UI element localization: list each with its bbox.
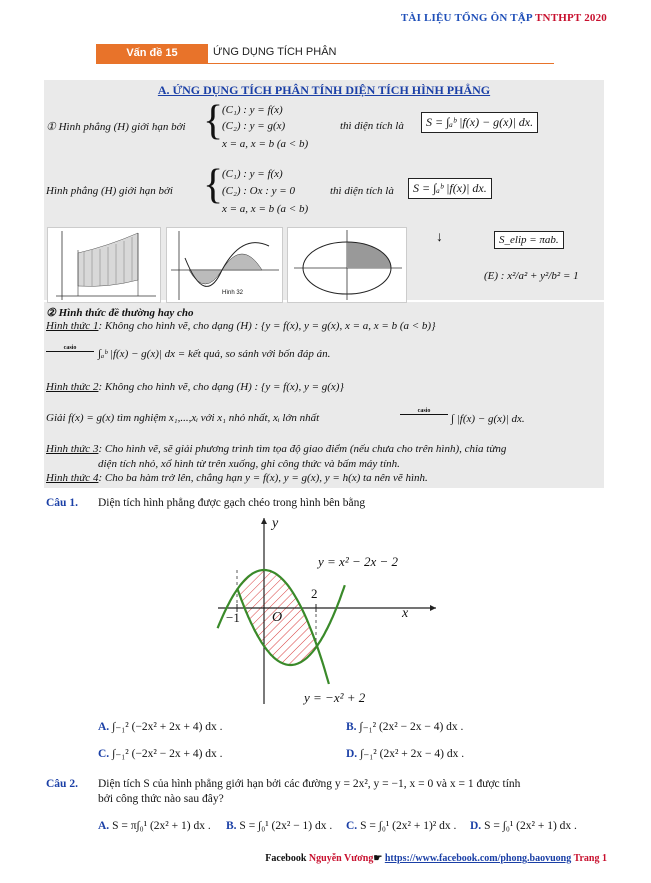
topic-divider bbox=[96, 63, 554, 64]
rule1-c1: (C₁) : y = f(x) bbox=[222, 104, 283, 116]
ellipse-area-formula: S_elip = πab. bbox=[494, 231, 564, 249]
form1-label: Hình thức 1 bbox=[46, 320, 99, 332]
q1-label: Câu 1. bbox=[46, 497, 78, 509]
rule1-intro: ① Hình phẳng (H) giới hạn bởi bbox=[46, 121, 186, 133]
form3-text: : Cho hình vẽ, sẽ giải phương trình tìm tọa độ giao điểm (nếu chưa cho trên hình), chia từng bbox=[98, 443, 507, 455]
q1-origin-label: O bbox=[272, 610, 283, 625]
thumb-area-under-curve bbox=[166, 227, 283, 303]
down-arrow: ↓ bbox=[436, 230, 443, 245]
q2-text2: bởi công thức nào sau đây? bbox=[98, 793, 224, 805]
thumb3-svg bbox=[288, 228, 406, 302]
form2-result: ∫ |f(x) − g(x)| dx. bbox=[451, 413, 525, 425]
rule2-intro: Hình phẳng (H) giới hạn bởi bbox=[46, 185, 173, 197]
form2-text: : Không cho hình vẽ, cho dạng (H) : {y = f(x), y = g(x)} bbox=[98, 381, 344, 393]
q1-bottom-equation: y = −x² + 2 bbox=[304, 690, 366, 705]
footer-hand-icon: ☛ bbox=[373, 853, 383, 864]
page-header bbox=[401, 12, 607, 24]
topic-title: ỨNG DỤNG TÍCH PHÂN bbox=[213, 46, 337, 58]
q2-label: Câu 2. bbox=[46, 778, 78, 790]
q1-graph bbox=[210, 514, 442, 710]
q1-x-label: x bbox=[402, 606, 409, 621]
footer-facebook: Facebook bbox=[265, 853, 307, 864]
q1-option-b[interactable]: B. ∫₋₁² (2x² − 2x − 4) dx . bbox=[346, 721, 464, 733]
q1-text: Diện tích hình phẳng được gạch chéo trong hình bên bằng bbox=[98, 497, 366, 509]
forms-heading: ② Hình thức đề thường hay cho bbox=[46, 307, 194, 319]
form1-line bbox=[46, 320, 435, 332]
q1-y-label: y bbox=[272, 516, 279, 531]
form2-solve: Giải f(x) = g(x) tìm nghiệm x₁,...,xᵢ với x₁ nhỏ nhất, xᵢ lớn nhất bbox=[46, 412, 320, 424]
page-footer bbox=[265, 853, 607, 864]
form2-label: Hình thức 2 bbox=[46, 381, 99, 393]
rule2-formula: S = ∫ₐᵇ |f(x)| dx. bbox=[408, 178, 492, 199]
footer-link[interactable]: https://www.facebook.com/phong.baovuong bbox=[384, 853, 572, 864]
thumb1-svg bbox=[48, 228, 160, 302]
q1-option-d[interactable]: D. ∫₋₁² (2x² + 2x − 4) dx . bbox=[346, 748, 465, 760]
q1-xpos-label: 2 bbox=[311, 586, 318, 601]
rule1-bounds: x = a, x = b (a < b) bbox=[222, 138, 309, 150]
thumb-ellipse bbox=[287, 227, 407, 303]
topic-badge: Vấn đề 15 bbox=[96, 44, 208, 63]
form2-casio-arrow: casio bbox=[400, 408, 448, 415]
form1-result: ∫ₐᵇ |f(x) − g(x)| dx = kết quả, so sánh với bốn đáp án. bbox=[98, 348, 331, 360]
form4-label: Hình thức 4 bbox=[46, 472, 99, 484]
footer-page: Trang 1 bbox=[573, 853, 607, 864]
q1-xneg-label: −1 bbox=[226, 610, 240, 625]
rule1-formula: S = ∫ₐᵇ |f(x) − g(x)| dx. bbox=[421, 112, 538, 133]
ellipse-equation: (E) : x²/a² + y²/b² = 1 bbox=[484, 270, 579, 282]
rule2-c2: (C₂) : Ox : y = 0 bbox=[222, 185, 295, 197]
q1-top-equation: y = x² − 2x − 2 bbox=[318, 554, 399, 569]
thumb2-caption: Hình 32 bbox=[222, 290, 244, 296]
rule1-brace: { bbox=[203, 98, 224, 144]
q2-option-b[interactable]: B. S = ∫₀¹ (2x² − 1) dx . bbox=[226, 820, 333, 832]
form4-text: : Cho ba hàm trở lên, chẳng hạn y = f(x), y = g(x), y = h(x) ta nên vẽ hình. bbox=[98, 472, 428, 484]
header-exam: TNTHPT 2020 bbox=[535, 12, 607, 24]
rule2-then: thì diện tích là bbox=[330, 185, 394, 197]
q1-option-c[interactable]: C. ∫₋₁² (−2x² − 2x + 4) dx . bbox=[98, 748, 223, 760]
rule2-brace: { bbox=[203, 162, 224, 208]
q2-option-c[interactable]: C. S = ∫₀¹ (2x² + 1)² dx . bbox=[346, 820, 457, 832]
header-prefix: TÀI LIỆU TỔNG ÔN TẬP bbox=[400, 12, 533, 24]
rule1-then: thì diện tích là bbox=[340, 120, 404, 132]
form4-line bbox=[46, 472, 428, 484]
q2-option-a[interactable]: A. S = π∫₀¹ (2x² + 1) dx . bbox=[98, 820, 211, 832]
rule2-c1: (C₁) : y = f(x) bbox=[222, 168, 283, 180]
thumb-area-between-curves bbox=[47, 227, 161, 303]
form1-text: : Không cho hình vẽ, cho dạng (H) : {y = f(x), y = g(x), x = a, x = b (a < b)} bbox=[98, 320, 436, 332]
form3-line bbox=[46, 443, 604, 455]
form1-casio-arrow: casio bbox=[46, 345, 94, 352]
footer-author: Nguyễn Vương bbox=[308, 853, 374, 864]
form3-text2: diện tích nhỏ, xổ hình từ trên xuống, ghi công thức và bấm máy tính. bbox=[98, 458, 400, 470]
section-title: A. ỨNG DỤNG TÍCH PHÂN TÍNH DIỆN TÍCH HÌNH PHẲNG bbox=[157, 83, 491, 97]
q1-option-a[interactable]: A. ∫₋₁² (−2x² + 2x + 4) dx . bbox=[98, 721, 223, 733]
form2-line bbox=[46, 381, 344, 393]
q2-text: Diện tích S của hình phẳng giới hạn bởi các đường y = 2x², y = −1, x = 0 và x = 1 được tính bbox=[98, 778, 521, 790]
rule2-bounds: x = a, x = b (a < b) bbox=[222, 203, 309, 215]
form3-label: Hình thức 3 bbox=[46, 443, 99, 455]
rule1-c2: (C₂) : y = g(x) bbox=[222, 120, 286, 132]
q2-option-d[interactable]: D. S = ∫₀¹ (2x² + 1) dx . bbox=[470, 820, 577, 832]
